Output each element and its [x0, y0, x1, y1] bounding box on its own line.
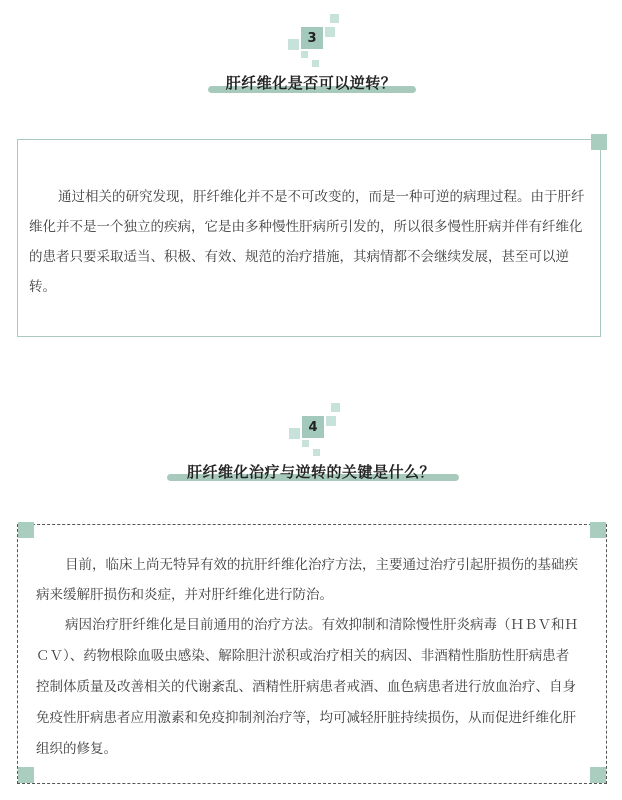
decor-square: [288, 39, 299, 50]
box-corner-square: [18, 522, 34, 538]
text-line: 控制体质量及改善相关的代谢紊乱、酒精性肝病患者戒酒、血色病患者进行放血治疗、自身: [36, 679, 576, 695]
section4-title: 肝纤维化治疗与逆转的关键是什么？: [186, 463, 435, 481]
section4-number: 4: [302, 416, 324, 438]
text-line: 免疫性肝病患者应用激素和免疫抑制剂治疗等，均可减轻肝脏持续损伤，从而促进纤维化肝: [36, 710, 576, 726]
section4-title-wrap: [0, 461, 622, 482]
text-line: 病因治疗肝纤维化是目前通用的治疗方法。有效抑制和清除慢性肝炎病毒（ＨＢＶ和Ｈ: [65, 617, 578, 633]
text-line: 组织的修复。: [36, 741, 117, 757]
box-corner-square: [590, 522, 606, 538]
decor-square: [313, 449, 320, 456]
section3-title-wrap: [0, 72, 622, 93]
decor-square: [326, 416, 336, 426]
decor-square: [301, 51, 308, 58]
text-line: 通过相关的研究发现，肝纤维化并不是不可改变的，而是一种可逆的病理过程。由于肝纤: [58, 189, 585, 205]
text-line: 转。: [29, 279, 56, 295]
box-corner-square: [590, 767, 606, 783]
text-line: ＣＶ）、药物根除血吸虫感染、解除胆汁淤积或治疗相关的病因、非酒精性脂肪性肝病患者: [36, 648, 570, 664]
decor-square: [312, 60, 319, 67]
text-line: 维化并不是一个独立的疾病，它是由多种慢性肝病所引发的，所以很多慢性肝病并伴有纤维化: [29, 219, 583, 235]
box-corner-square: [591, 134, 607, 150]
decor-square: [302, 440, 309, 447]
decor-square: [331, 403, 340, 412]
decor-square: [325, 27, 335, 37]
text-line: 病来缓解肝损伤和炎症，并对肝纤维化进行防治。: [36, 587, 333, 603]
section3-title: 肝纤维化是否可以逆转？: [225, 74, 397, 92]
decor-square: [289, 428, 300, 439]
box-corner-square: [18, 767, 34, 783]
text-line: 的患者只要采取适当、积极、有效、规范的治疗措施，其病情都不会继续发展，甚至可以逆: [29, 249, 569, 265]
section3-number: 3: [301, 27, 323, 49]
text-line: 目前，临床上尚无特异有效的抗肝纤维化治疗方法，主要通过治疗引起肝损伤的基础疾: [65, 557, 578, 573]
decor-square: [330, 14, 339, 23]
